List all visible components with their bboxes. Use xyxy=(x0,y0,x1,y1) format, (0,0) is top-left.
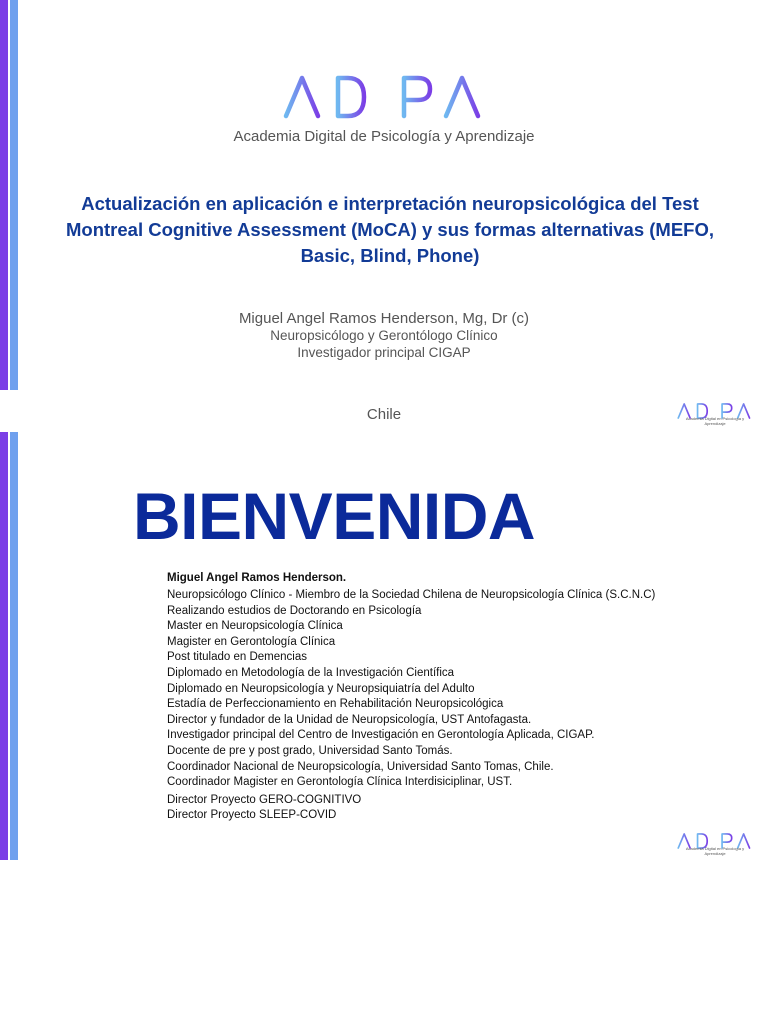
credential-item: Diplomado en Metodología de la Investigación Científica xyxy=(167,666,455,679)
brand-tagline: Academia Digital de Psicología y Aprendizaje xyxy=(233,128,535,145)
accent-stripe-purple xyxy=(0,432,8,860)
adipa-small-tagline: Academia Digital en Psicología y Aprendizaje xyxy=(685,846,745,856)
credential-item: Director y fundador de la Unidad de Neuropsicología, UST Antofagasta. xyxy=(167,713,532,726)
welcome-heading: BIENVENIDA xyxy=(133,479,536,553)
credential-item: Estadía de Perfeccionamiento en Rehabilitación Neuropsicológica xyxy=(167,698,504,711)
credential-item: Director Proyecto SLEEP-COVID xyxy=(167,809,337,822)
cover-slide xyxy=(0,0,768,390)
credential-item: Docente de pre y post grado, Universidad Santo Tomás. xyxy=(167,744,453,757)
credential-item: Coordinador Nacional de Neuropsicología, Universidad Santo Tomas, Chile. xyxy=(167,760,554,773)
credential-item: Master en Neuropsicología Clínica xyxy=(167,620,343,633)
adipa-logo xyxy=(280,72,490,122)
credential-item: Magister en Gerontología Clínica xyxy=(167,635,336,648)
credential-item: Investigador principal del Centro de Investigación en Gerontología Aplicada, CIGAP. xyxy=(167,729,595,742)
credential-item: Diplomado en Neuropsicología y Neuropsiquiatría del Adulto xyxy=(167,682,475,695)
cv-name: Miguel Angel Ramos Henderson. xyxy=(167,572,347,584)
accent-stripe-blue xyxy=(10,432,18,860)
author-role: Neuropsicólogo y Gerontólogo Clínico xyxy=(270,328,498,343)
slide-accent-bar xyxy=(0,432,18,860)
author-name: Miguel Angel Ramos Henderson, Mg, Dr (c) xyxy=(238,310,530,327)
credential-item: Coordinador Magister en Gerontología Clínica Interdisiciplinar, UST. xyxy=(167,776,513,789)
credential-item: Realizando estudios de Doctorando en Psicología xyxy=(167,604,422,617)
credential-item: Director Proyecto GERO-COGNITIVO xyxy=(167,793,362,806)
course-title: Actualización en aplicación e interpretación neuropsicológica del Test Montreal Cognitive Assessment (MoCA) y sus formas alternativas (MEFO, Basic, Blind, Phone) xyxy=(66,193,714,266)
credential-item: Post titulado en Demencias xyxy=(167,651,307,664)
country-label: Chile xyxy=(366,406,402,423)
credential-item: Neuropsicólogo Clínico - Miembro de la Sociedad Chilena de Neuropsicología Clínica (S.C.N.C) xyxy=(167,589,656,601)
credentials-list xyxy=(167,588,655,824)
adipa-small-tagline: Academia Digital en Psicología y Aprendizaje xyxy=(685,416,745,426)
author-affiliation: Investigador principal CIGAP xyxy=(297,345,471,360)
